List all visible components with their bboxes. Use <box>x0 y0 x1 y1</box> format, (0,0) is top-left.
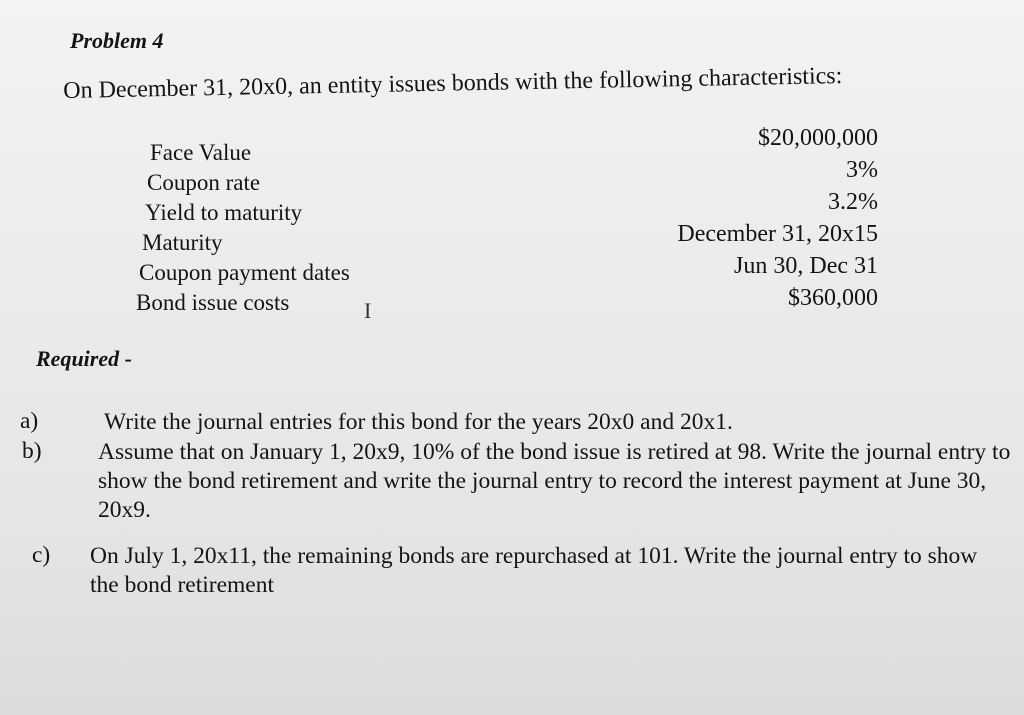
characteristics-values <box>600 122 878 314</box>
char-label-maturity: Maturity <box>142 230 223 255</box>
requirement-letter: b) <box>22 438 42 464</box>
requirement-item-c <box>20 542 1020 602</box>
char-label-coupon-rate: Coupon rate <box>147 170 261 195</box>
char-value-coupon-dates: Jun 30, Dec 31 <box>734 253 878 279</box>
char-value-face-value: $20,000,000 <box>758 125 878 151</box>
char-value-issue-costs: $360,000 <box>788 285 878 311</box>
text-cursor-icon: I <box>364 298 372 323</box>
requirement-letter: c) <box>32 542 51 568</box>
problem-title: Problem 4 <box>70 28 164 53</box>
requirement-item-b <box>20 438 1020 542</box>
requirement-letter: a) <box>20 408 39 434</box>
requirements-list <box>20 408 1020 602</box>
problem-intro: On December 31, 20x0, an entity issues bonds with the following characteristics: <box>63 63 843 104</box>
requirement-text: Assume that on January 1, 20x9, 10% of the bond issue is retired at 98. Write the journal entry to show the bond retirement and write the journal entry to record the interest payment at June 30, 20x9. <box>98 439 1011 523</box>
requirement-text: Write the journal entries for this bond for the years 20x0 and 20x1. <box>104 409 733 435</box>
requirement-item-a <box>20 408 1020 438</box>
char-label-yield: Yield to maturity <box>145 200 303 225</box>
char-label-issue-costs: Bond issue costs <box>136 290 290 315</box>
char-label-coupon-dates: Coupon payment dates <box>139 260 350 285</box>
characteristics-labels <box>136 138 350 318</box>
required-heading: Required - <box>36 346 132 371</box>
requirement-text: On July 1, 20x11, the remaining bonds are repurchased at 101. Write the journal entry to show the bond retirement <box>90 543 978 598</box>
char-label-face-value: Face Value <box>150 140 252 165</box>
char-value-yield: 3.2% <box>828 189 878 215</box>
char-value-coupon-rate: 3% <box>846 157 878 183</box>
char-value-maturity: December 31, 20x15 <box>677 221 878 247</box>
